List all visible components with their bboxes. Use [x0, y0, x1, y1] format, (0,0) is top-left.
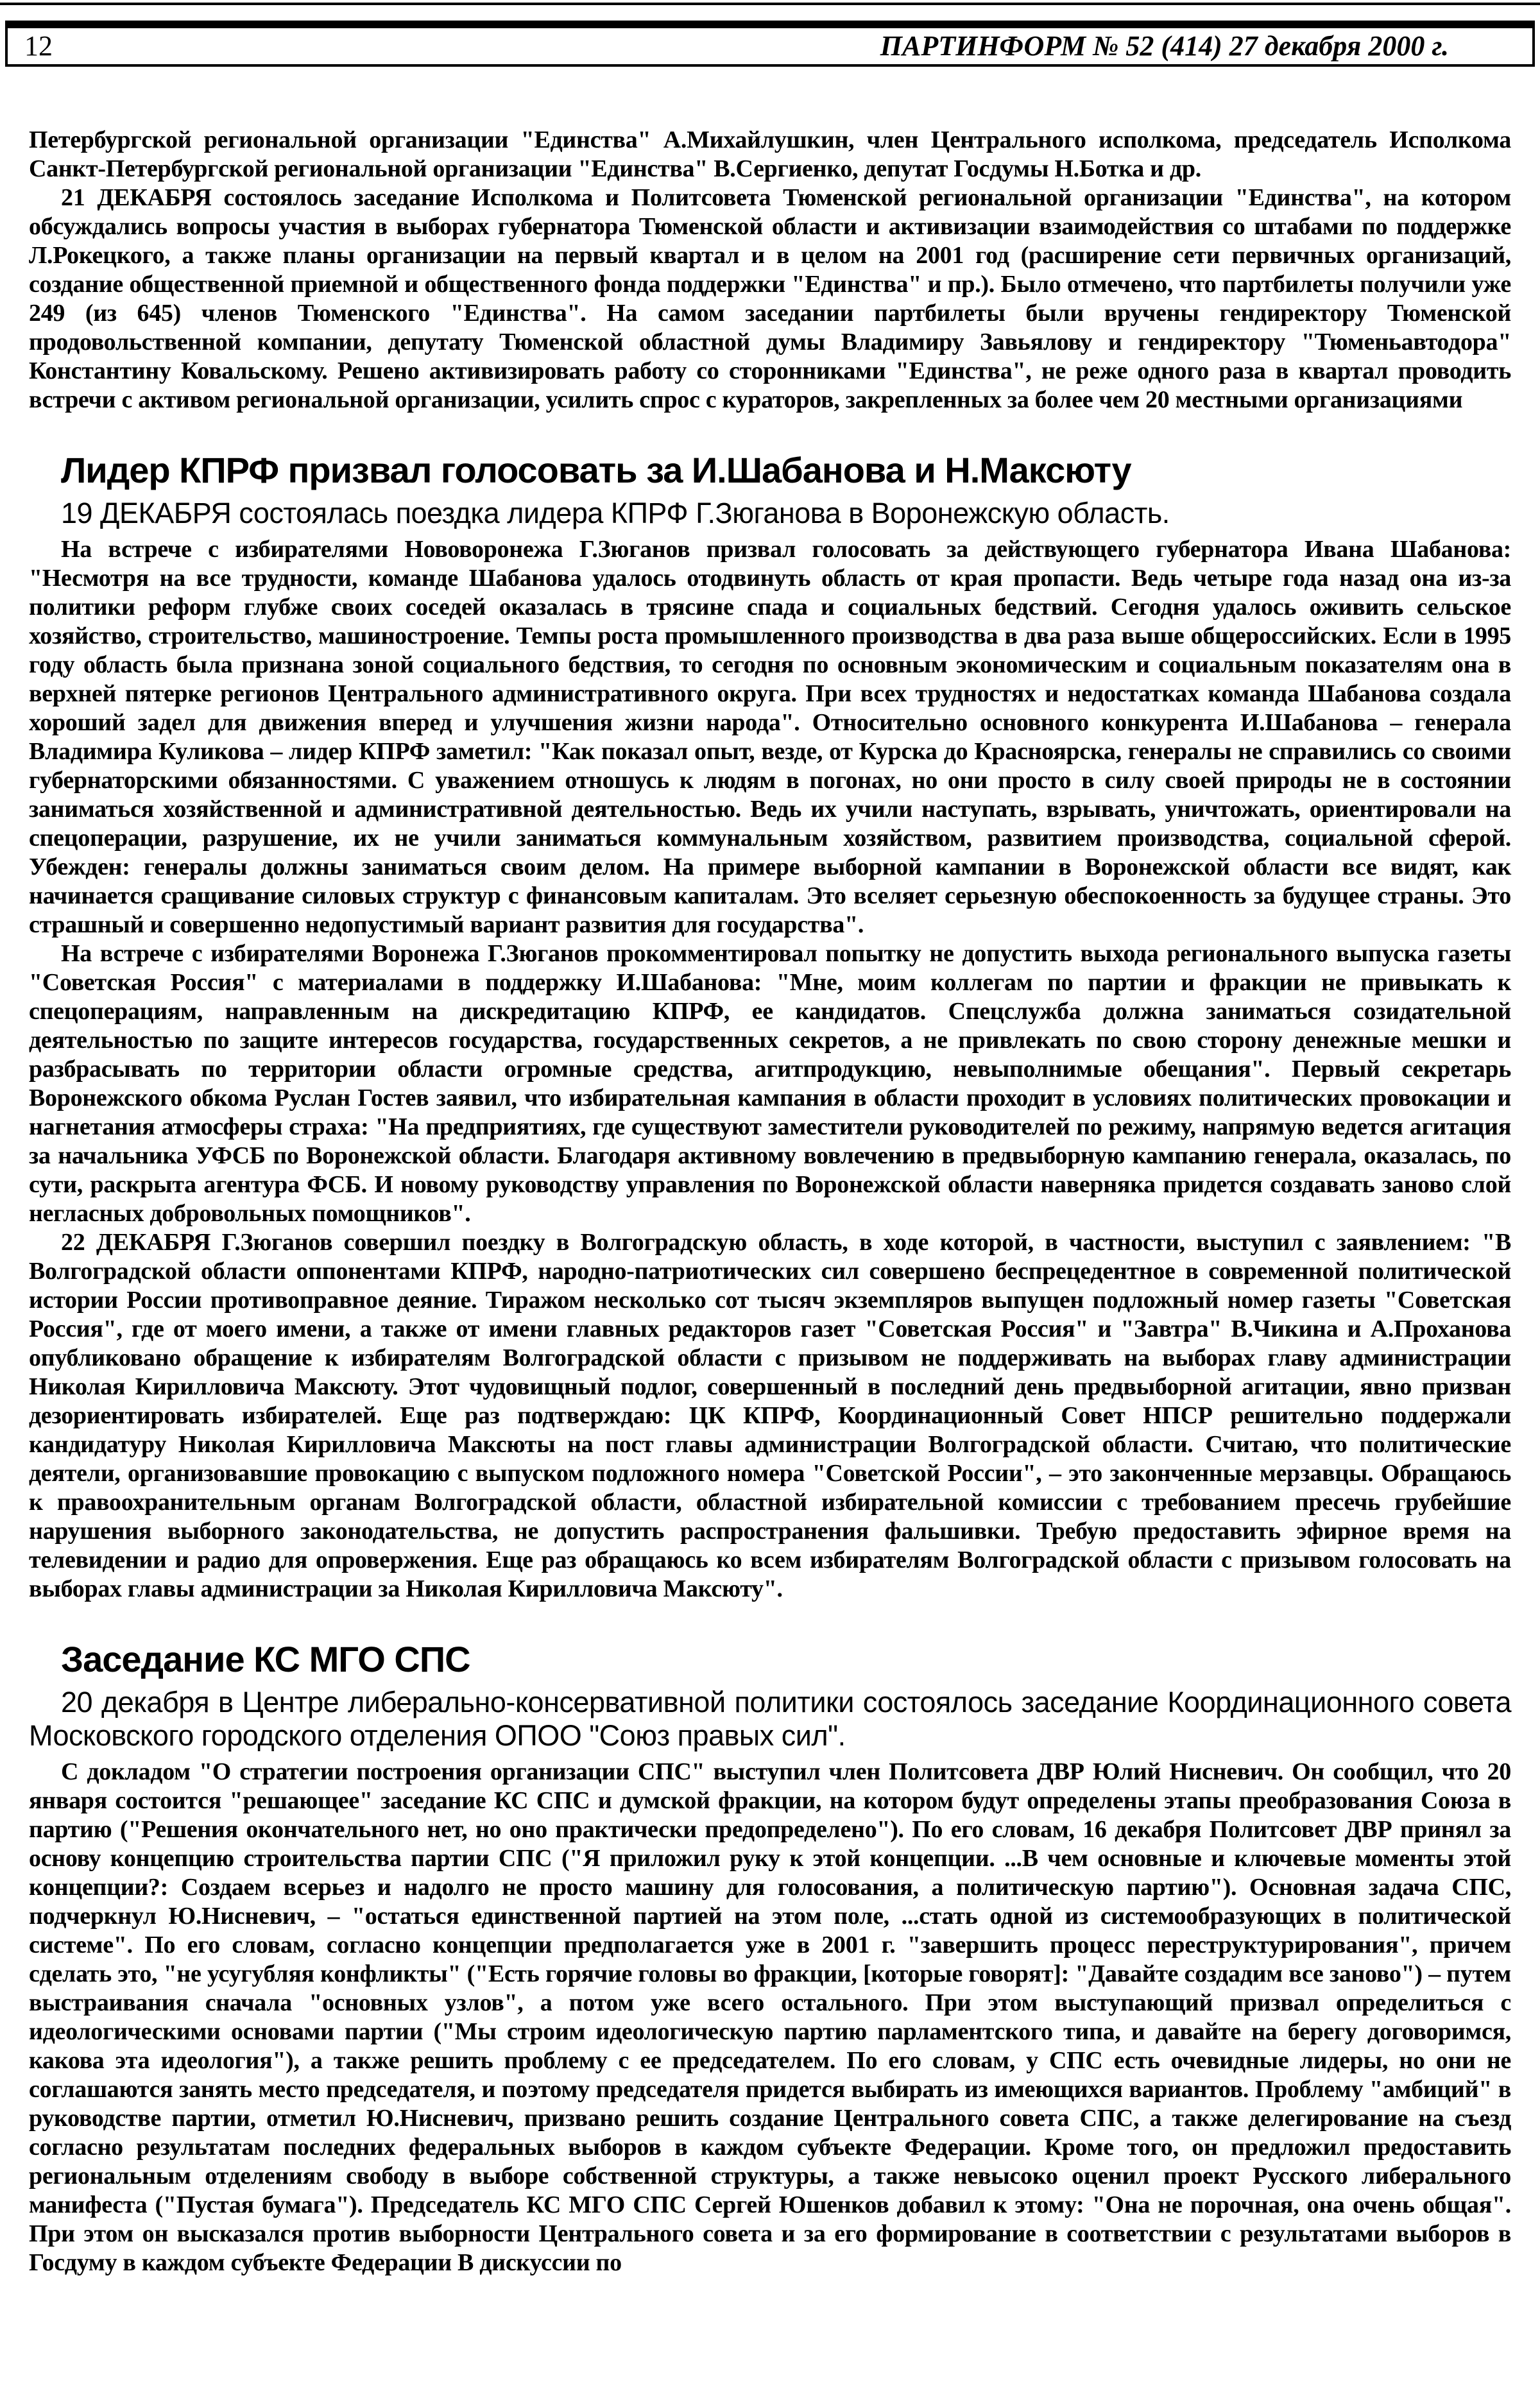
page-content [29, 126, 1511, 2277]
paragraph-tyumen-edinstvo: 21 ДЕКАБРЯ состоялось заседание Исполкома и Политсовета Тюменской региональной организации "Единства", на котором обсуждались вопросы участия в выборах губернатора Тюменской области и активизации взаимодействия со штабами по поддержке Л.Рокецкого, а также планы организации на первый квартал и в целом на 2001 год (расширение сети первичных организаций, создание общественной приемной и общественного фонда поддержки "Единства" и пр.). Было отмечено, что партбилеты получили уже 249 (из 645) членов Тюменского "Единства". На самом заседании партбилеты были вручены гендиректору Тюменской продовольственной компании, депутату Тюменской областной думы Владимиру Завьялову и гендиректору "Тюменьавтодора" Константину Ковальскому. Решено активизировать работу со сторонниками "Единства", не реже одного раза в квартал проводить встречи с активом региональной организации, усилить спрос с кураторов, закрепленных за более чем 20 местными организациями [29, 184, 1511, 413]
paragraph-continuation: Петербургской региональной организации "Единства" А.Михайлушкин, член Центрального исполкома, председатель Исполкома Санкт-Петербургской региональной организации "Единства" В.Сергиенко, депутат Госдумы Н.Ботка и др. [29, 126, 1511, 182]
paragraph-novovoronezh: На встрече с избирателями Нововоронежа Г.Зюганов призвал голосовать за действующего губернатора Ивана Шабанова: "Несмотря на все трудности, команде Шабанова удалось отодвинуть область от края пропасти. Ведь четыре года назад она из-за политики реформ глубже своих соседей оказалась в трясине спада и социальных бедствий. Сегодня удалось оживить сельское хозяйство, строительство, машиностроение. Темпы роста промышленного производства в два раза выше общероссийских. Если в 1995 году область была признана зоной социального бедствия, то сегодня по основным экономическим и социальным показателям она в верхней пятерке регионов Центрального административного округа. При всех трудностях и недостатках команда Шабанова создала хороший задел для движения вперед и улучшения жизни народа". Относительно основного конкурента И.Шабанова – генерала Владимира Куликова – лидер КПРФ заметил: "Как показал опыт, везде, от Курска до Красноярска, генералы не справились со своими губернаторскими обязанностями. С уважением отношусь к людям в погонах, но они просто в силу своей природы не в состоянии заниматься хозяйственной и административной деятельностью. Ведь их учили наступать, взрывать, уничтожать, ориентировали на спецоперации, разрушение, их не учили заниматься коммунальным хозяйством, развитием производства, социальной сферой. Убежден: генералы должны заниматься своим делом. На примере выборной кампании в Воронежской области все видят, как начинается сращивание силовых структур с финансовым капиталам. Это вселяет серьезную обеспокоенность за будущее страны. Это страшный и совершенно недопустимый вариант развития для государства". [29, 536, 1511, 938]
newsletter-issue-title: ПАРТИНФОРМ № 52 (414) 27 декабря 2000 г. [880, 30, 1449, 62]
article-edinstvo-continuation [29, 126, 1511, 415]
article-sps-kс-mgo [29, 1640, 1511, 2277]
article-kprf-shabanov [29, 450, 1511, 1604]
article-heading-sps: Заседание КС МГО СПС [61, 1639, 470, 1679]
article-lead-sps: 20 декабря в Центре либерально-консервативной политики состоялось заседание Координационного совета Московского городского отделения ОПОО "Союз правых сил". [29, 1686, 1511, 1752]
article-heading-kprf: Лидер КПРФ призвал голосовать за И.Шабанова и Н.Максюту [61, 450, 1131, 490]
page-header [5, 21, 1535, 67]
page-number: 12 [24, 30, 53, 62]
paragraph-voronezh: На встрече с избирателями Воронежа Г.Зюганов прокомментировал попытку не допустить выхода регионального выпуска газеты "Советская Россия" с материалами в поддержку И.Шабанова: "Мне, моим коллегам по партии и фракции не привыкать к спецоперациям, направленным на дискредитацию КПРФ, ее кандидатов. Спецслужба должна заниматься созидательной деятельностью по защите интересов государства, государственных секретов, а не привлекать по свою сторону денежные мешки и разбрасывать по территории области огромные средства, агитпродукцию, невыполнимые обещания". Первый секретарь Воронежского обкома Руслан Гостев заявил, что избирательная кампания в области проходит в условиях политических провокации и нагнетания атмосферы страха: "На предприятиях, где существуют заместители руководителей по режиму, напрямую ведется агитация за начальника УФСБ по Воронежской области. Благодаря активному вовлечению в предвыборную кампанию генерала, оказалась, по сути, раскрыта агентура ФСБ. И новому руководству управления по Воронежской области наверняка придется создавать заново слой негласных добровольных помощников". [29, 940, 1511, 1227]
paragraph-volgograd: 22 ДЕКАБРЯ Г.Зюганов совершил поездку в Волгоградскую область, в ходе которой, в частности, выступил с заявлением: "В Волгоградской области оппонентами КПРФ, народно-патриотических сил совершено беспрецедентное в современной политической истории России противоправное деяние. Тиражом несколько сот тысяч экземпляров выпущен подложный номер газеты "Советская Россия", где от моего имени, а также от имени главных редакторов газет "Советская Россия" и "Завтра" В.Чикина и А.Проханова опубликовано обращение к избирателям Волгоградской области с призывом не поддерживать на выборах главу администрации Николая Кирилловича Максюту. Этот чудовищный подлог, совершенный в последний день предвыборной агитации, явно призван дезориентировать избирателей. Еще раз подтверждаю: ЦК КПРФ, Координационный Совет НПСР решительно поддержали кандидатуру Николая Кирилловича Максюты на пост главы администрации Волгоградской области. Считаю, что политические деятели, организовавшие провокацию с выпуском подложного номера "Советской России", – это законченные мерзавцы. Обращаюсь к правоохранительным органам Волгоградской области, областной избирательной комиссии с требованием пресечь грубейшие нарушения выборного законодательства, не допустить распространения фальшивки. Требую предоставить эфирное время на телевидении и радио для опровержения. Еще раз обращаюсь ко всем избирателям Волгоградской области с призывом голосовать на выборах главы администрации за Николая Кирилловича Максюту". [29, 1229, 1511, 1602]
page-top-rule [0, 3, 1540, 5]
paragraph-sps-report: С докладом "О стратегии построения организации СПС" выступил член Политсовета ДВР Юлий Нисневич. Он сообщил, что 20 января состоится "решающее" заседание КС СПС и думской фракции, на котором будут определены этапы преобразования Союза в партию ("Решения окончательного нет, но оно практически предопределено"). По его словам, 16 декабря Политсовет ДВР принял за основу концепцию строительства партии СПС ("Я приложил руку к этой концепции. ...В чем основные и ключевые моменты этой концепции?: Создаем всерьез и надолго не просто машину для голосования, а политическую партию"). Основная задача СПС, подчеркнул Ю.Нисневич, – "остаться единственной партией на этом поле, ...стать одной из системообразующих в политической системе". По его словам, согласно концепции предполагается уже в 2001 г. "завершить процесс переструктурирования", причем сделать это, "не усугубляя конфликты" ("Есть горячие головы во фракции, [которые говорят]: "Давайте создадим все заново") – путем выстраивания сначала "основных узлов", а потом уже всего остального. При этом выступающий призвал определиться с идеологическими основами партии ("Мы строим идеологическую партию парламентского типа, и давайте на берегу договоримся, какова эта идеология"), а также решить проблему с ее председателем. По его словам, у СПС есть очевидные лидеры, но они не соглашаются занять место председателя, и поэтому председателя придется выбирать из имеющихся вариантов. Проблему "амбиций" в руководстве партии, отметил Ю.Нисневич, призвано решить создание Центрального совета СПС, а также делегирование на съезд согласно результатам последних федеральных выборов в каждом субъекте Федерации. Кроме того, он предложил предоставить региональным отделениям свободу в выборе собственной структуры, а также невысоко оценил проект Русского либерального манифеста ("Пустая бумага"). Председатель КС МГО СПС Сергей Юшенков добавил к этому: "Она не порочная, она очень общая". При этом он высказался против выборности Центрального совета и за его формирование в соответствии с результатами выборов в Госдуму в каждом субъекте Федерации В дискуссии по [29, 1758, 1511, 2276]
article-lead-kprf: 19 ДЕКАБРЯ состоялась поездка лидера КПРФ Г.Зюганова в Воронежскую область. [61, 497, 1170, 529]
